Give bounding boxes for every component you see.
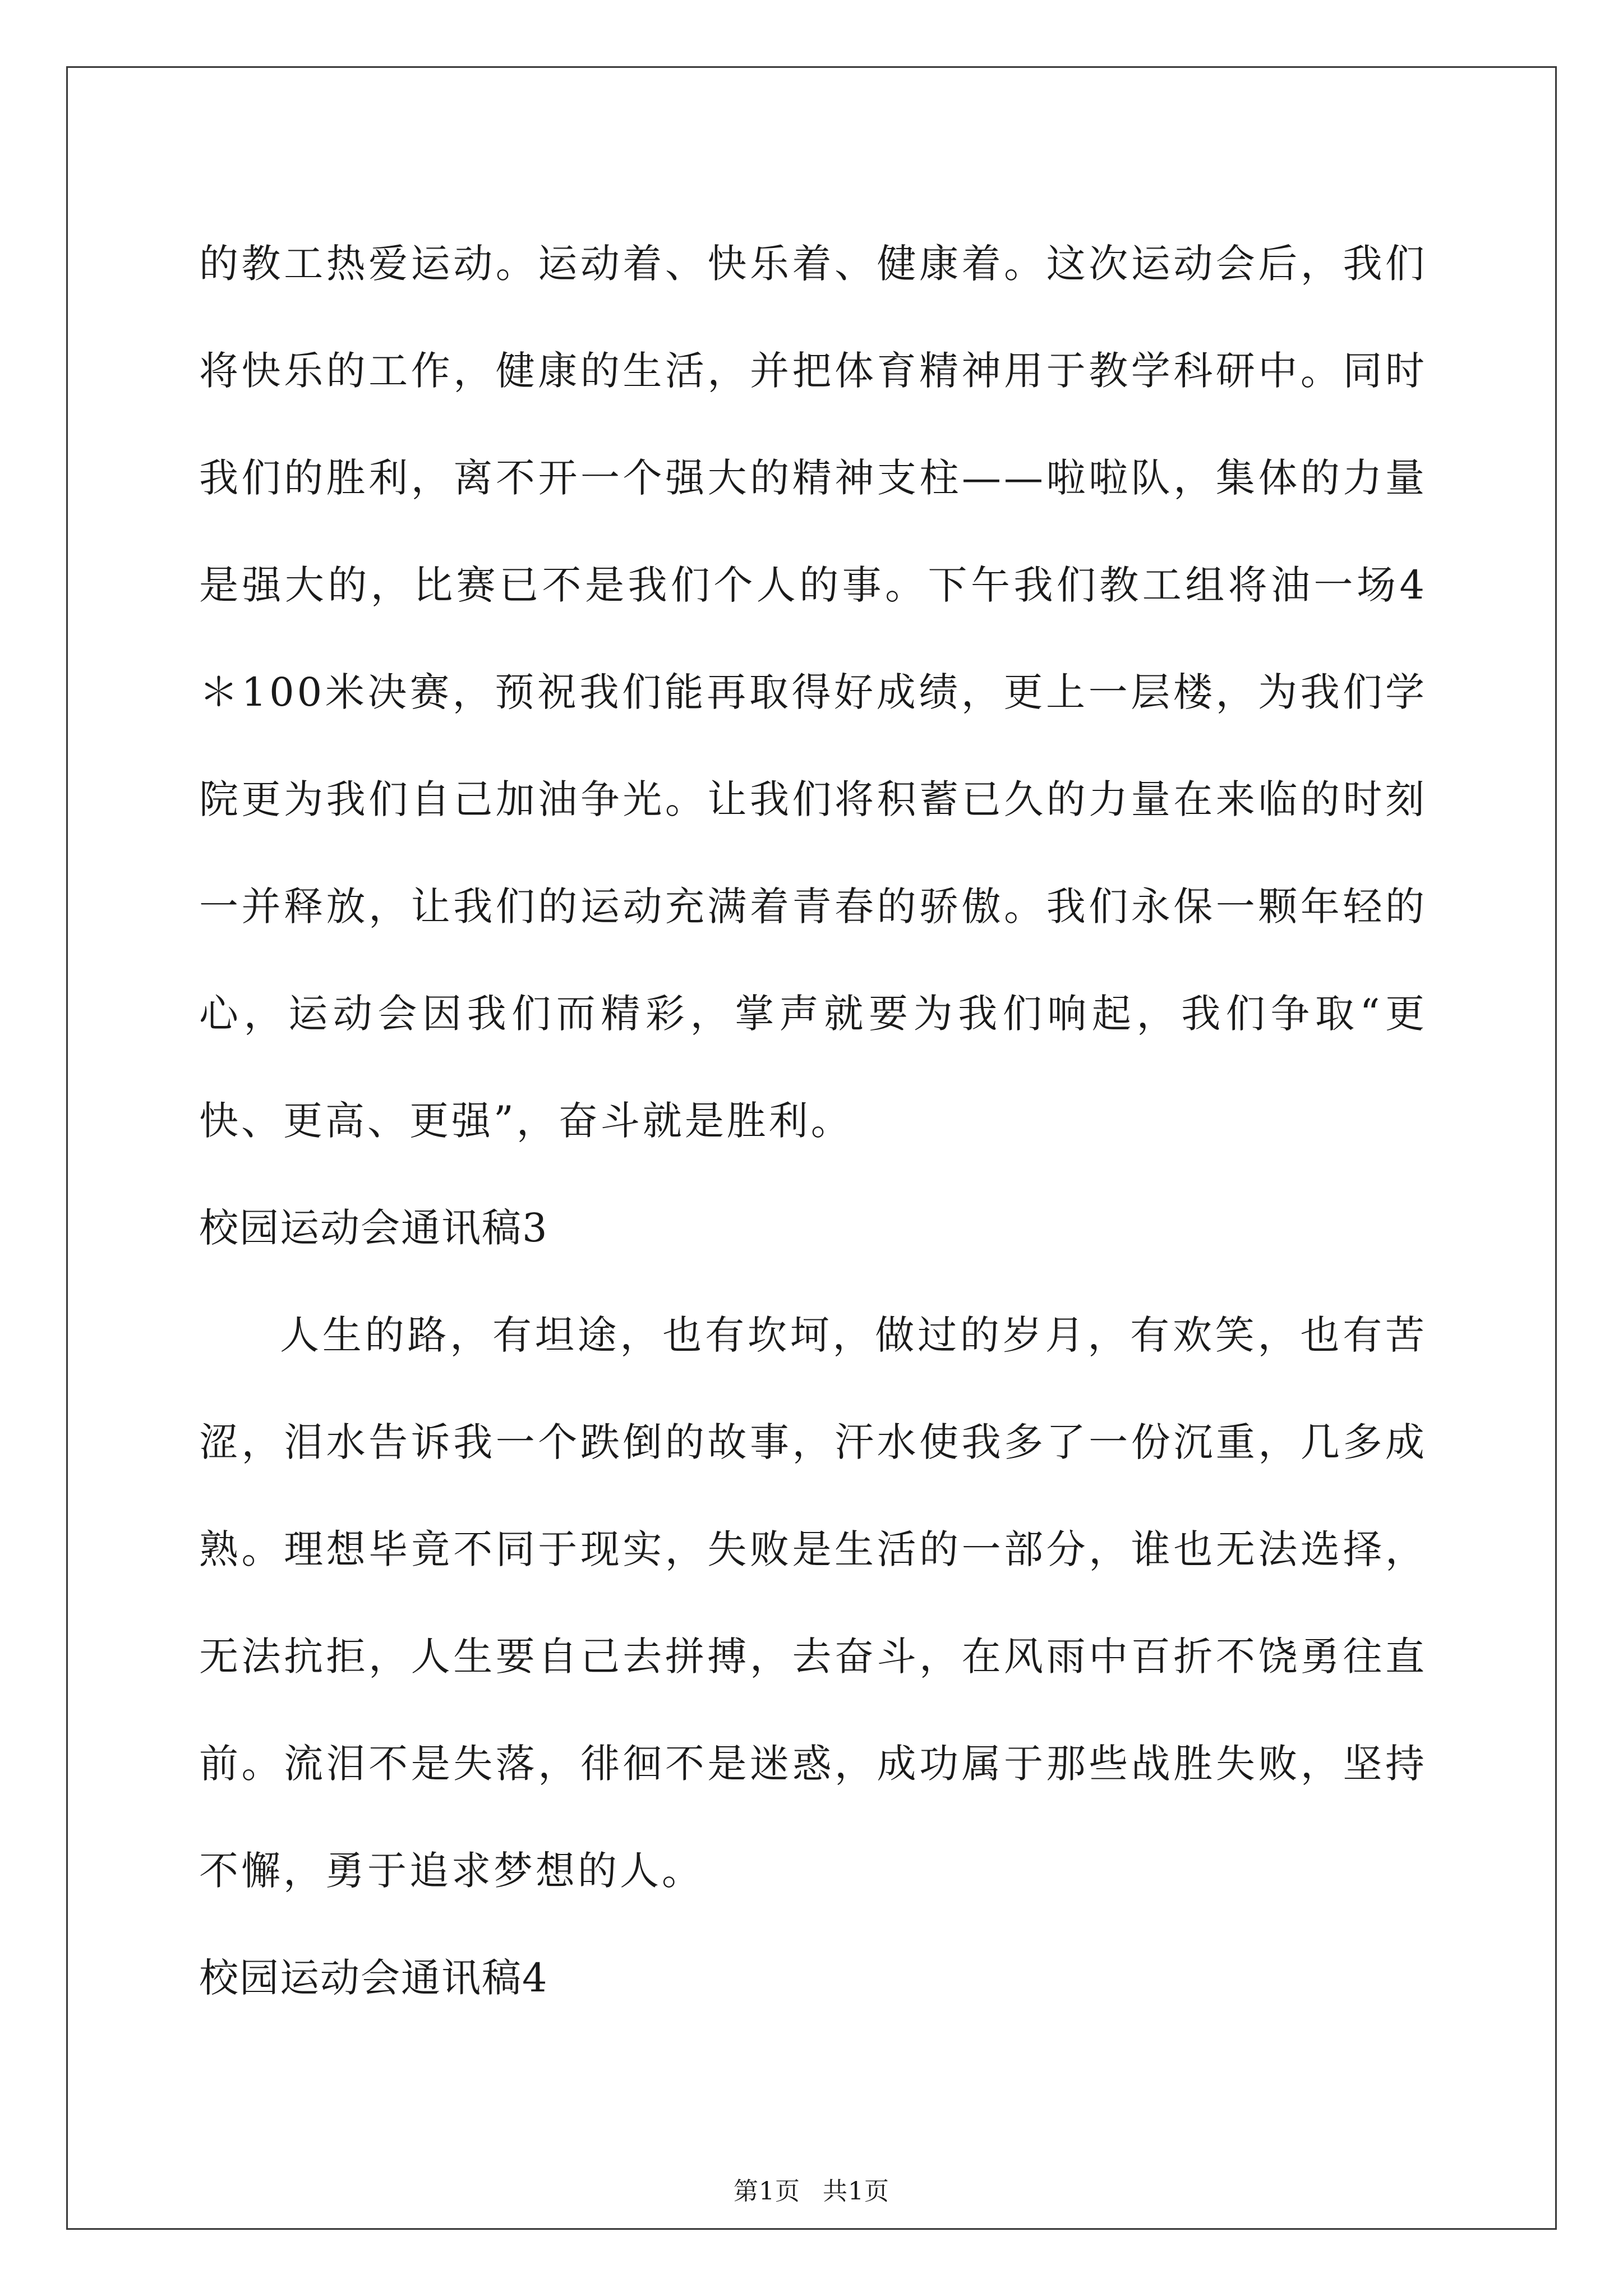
- section-heading-4: 校园运动会通讯稿4: [199, 1955, 548, 2001]
- document-body: [199, 210, 1427, 2032]
- page-total: 共1页: [823, 2177, 889, 2206]
- page-footer: [0, 2171, 1623, 2207]
- paragraph-1: 的教工热爱运动。运动着、快乐着、健康着。这次运动会后，我们将快乐的工作，健康的生活，并把体育精神用于教学科研中。同时我们的胜利，离不开一个强大的精神支柱——啦啦队，集体的力量是强大的，比赛已不是我们个人的事。下午我们教工组将油一场4＊100米决赛，预祝我们能再取得好成绩，更上一层楼，为我们学院更为我们自己加油争光。让我们将积蓄已久的力量在来临的时刻一并释放，让我们的运动充满着青春的骄傲。我们永保一颗年轻的心，运动会因我们而精彩，掌声就要为我们响起，我们争取“更快、更高、更强”，奋斗就是胜利。: [199, 241, 1427, 1144]
- paragraph-2: 人生的路，有坦途，也有坎坷，做过的岁月，有欢笑，也有苦涩，泪水告诉我一个跌倒的故事，汗水使我多了一份沉重，几多成熟。理想毕竟不同于现实，失败是生活的一部分，谁也无法选择，无法抗拒，人生要自己去拼搏，去奋斗，在风雨中百折不饶勇往直前。流泪不是失落，徘徊不是迷惑，成功属于那些战胜失败，坚持不懈，勇于追求梦想的人。: [199, 1312, 1427, 1894]
- section-heading-3: 校园运动会通讯稿3: [199, 1205, 548, 1251]
- page-number: 第1页: [734, 2177, 800, 2206]
